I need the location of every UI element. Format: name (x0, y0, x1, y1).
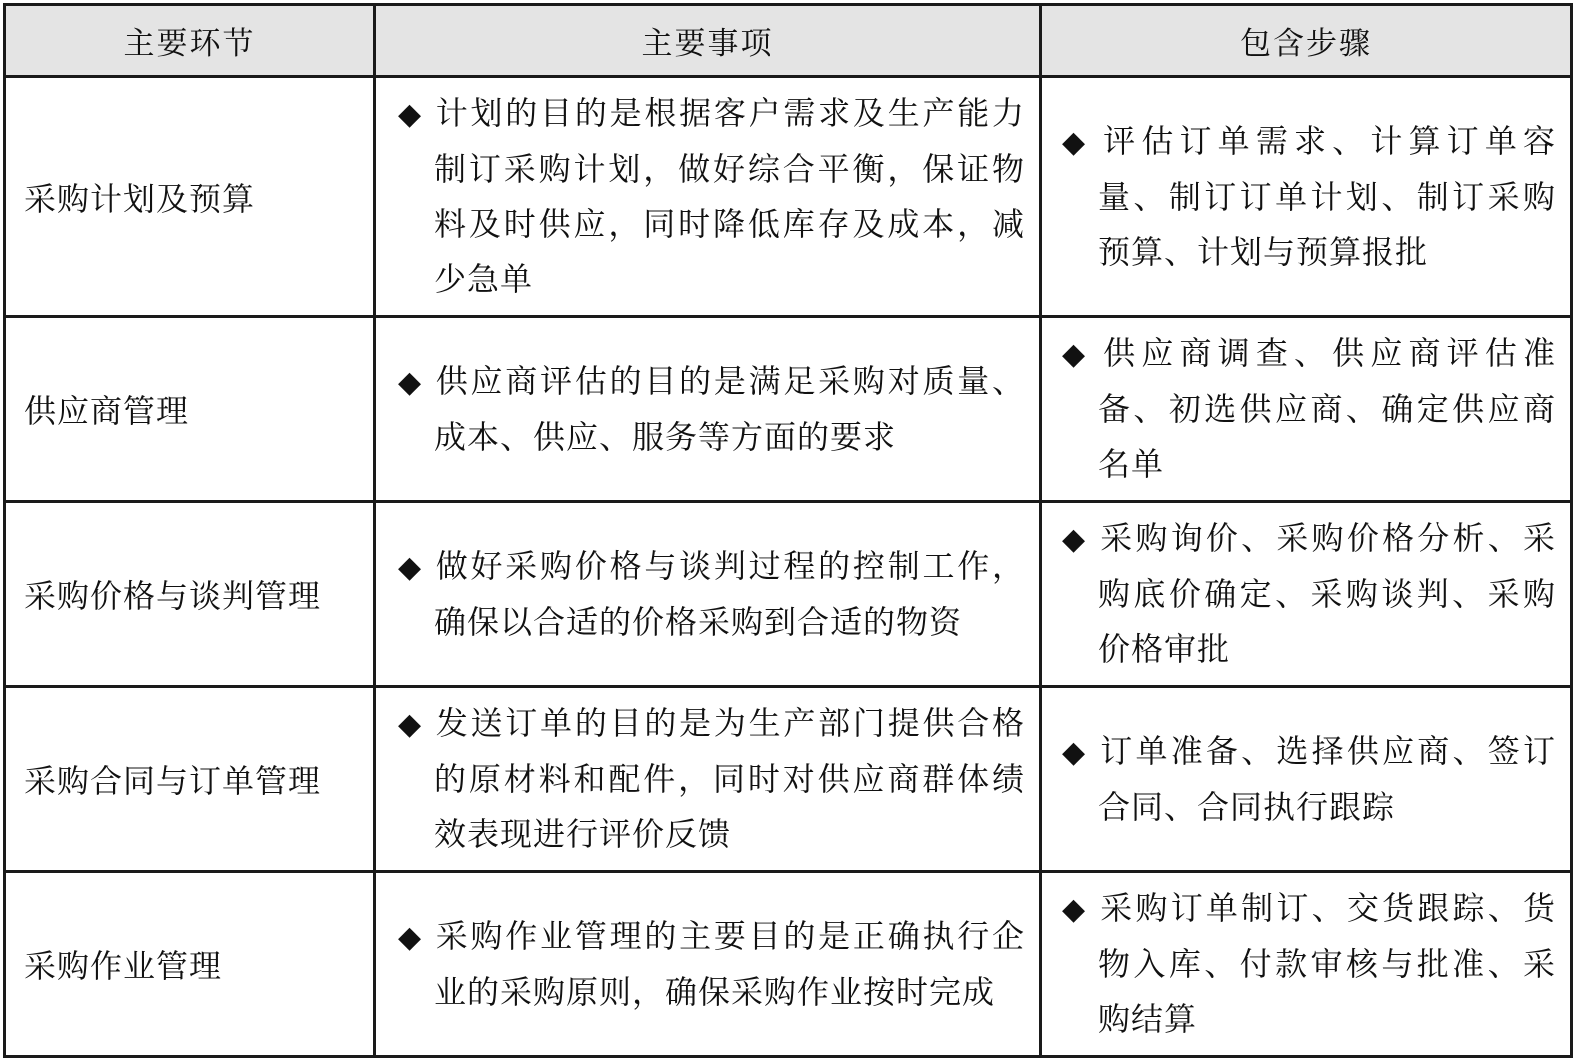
steps-text (1062, 724, 1556, 835)
procurement-table-container (3, 3, 1570, 1058)
steps-content: 评估订单需求、计算订单容量、制订订单计划、制订采购预算、计划与预算报批 (1098, 121, 1556, 271)
stage-cell: 供应商管理 (5, 317, 375, 502)
steps-cell (1041, 687, 1572, 872)
steps-cell (1041, 317, 1572, 502)
diamond-bullet-icon: ◆ (398, 549, 423, 585)
steps-content: 采购订单制订、交货跟踪、货物入库、付款审核与批准、采购结算 (1098, 889, 1556, 1038)
diamond-bullet-icon: ◆ (1062, 734, 1087, 770)
matter-text (398, 354, 1025, 465)
matter-content: 计划的目的是根据客户需求及生产能力制订采购计划，做好综合平衡，保证物料及时供应，同时降低库存及成本，减少急单 (434, 94, 1025, 298)
header-matters: 主要事项 (375, 5, 1041, 77)
matter-text (398, 539, 1025, 650)
matter-text (398, 696, 1025, 862)
diamond-bullet-icon: ◆ (1062, 892, 1087, 927)
matter-cell (375, 317, 1041, 502)
diamond-bullet-icon: ◆ (1062, 337, 1087, 372)
diamond-bullet-icon: ◆ (398, 707, 423, 742)
stage-cell: 采购计划及预算 (5, 77, 375, 317)
matter-cell (375, 687, 1041, 872)
steps-cell (1041, 77, 1572, 317)
diamond-bullet-icon: ◆ (398, 364, 423, 400)
matter-cell (375, 872, 1041, 1057)
table-row (5, 77, 1572, 317)
diamond-bullet-icon: ◆ (398, 919, 423, 955)
stage-cell: 采购作业管理 (5, 872, 375, 1057)
diamond-bullet-icon: ◆ (1062, 124, 1087, 160)
steps-cell (1041, 502, 1572, 687)
table-header (5, 5, 1572, 77)
stage-cell: 采购价格与谈判管理 (5, 502, 375, 687)
steps-content: 订单准备、选择供应商、签订合同、合同执行跟踪 (1098, 731, 1556, 826)
steps-text (1062, 881, 1556, 1047)
table-row (5, 317, 1572, 502)
header-row (5, 5, 1572, 77)
matter-cell (375, 77, 1041, 317)
table-row (5, 872, 1572, 1057)
diamond-bullet-icon: ◆ (1062, 522, 1087, 557)
matter-text (398, 86, 1025, 307)
matter-content: 发送订单的目的是为生产部门提供合格的原材料和配件，同时对供应商群体绩效表现进行评价反馈 (434, 704, 1025, 853)
matter-content: 采购作业管理的主要目的是正确执行企业的采购原则，确保采购作业按时完成 (434, 916, 1025, 1011)
diamond-bullet-icon: ◆ (398, 97, 423, 132)
table-body (5, 77, 1572, 1057)
table-row (5, 687, 1572, 872)
steps-text (1062, 326, 1556, 492)
matter-text (398, 909, 1025, 1020)
header-steps: 包含步骤 (1041, 5, 1572, 77)
matter-content: 供应商评估的目的是满足采购对质量、成本、供应、服务等方面的要求 (434, 361, 1025, 456)
matter-cell (375, 502, 1041, 687)
stage-cell: 采购合同与订单管理 (5, 687, 375, 872)
table-row (5, 502, 1572, 687)
steps-content: 供应商调查、供应商评估准备、初选供应商、确定供应商名单 (1098, 334, 1556, 483)
steps-text (1062, 114, 1556, 280)
steps-cell (1041, 872, 1572, 1057)
procurement-process-table (3, 3, 1573, 1058)
matter-content: 做好采购价格与谈判过程的控制工作，确保以合适的价格采购到合适的物资 (434, 546, 1025, 641)
steps-content: 采购询价、采购价格分析、采购底价确定、采购谈判、采购价格审批 (1098, 519, 1556, 668)
header-stage: 主要环节 (5, 5, 375, 77)
steps-text (1062, 511, 1556, 677)
